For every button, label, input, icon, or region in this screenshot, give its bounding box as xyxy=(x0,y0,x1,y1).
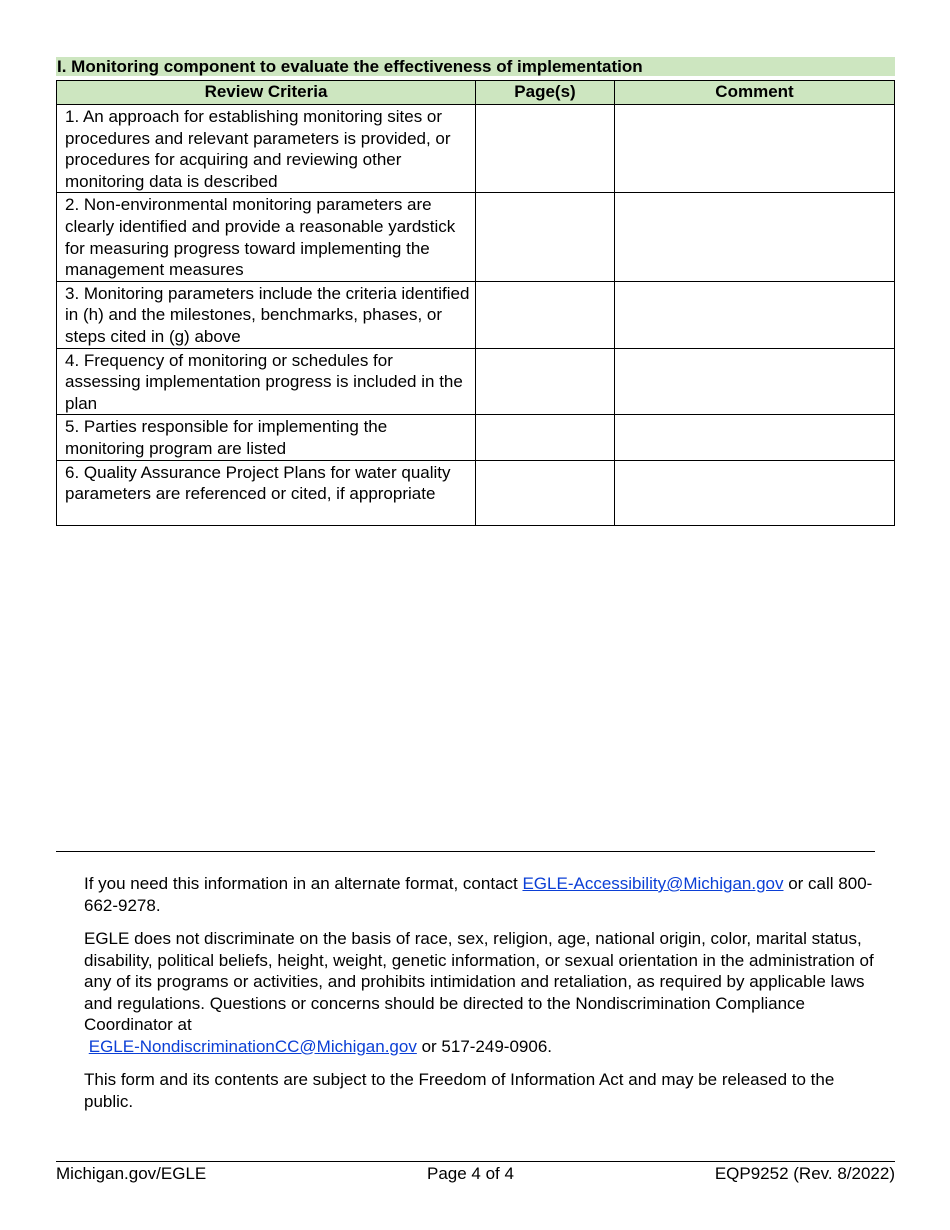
header-pages: Page(s) xyxy=(476,81,615,105)
pages-cell[interactable] xyxy=(476,415,615,460)
section-title: I. Monitoring component to evaluate the effectiveness of implementation xyxy=(56,57,895,76)
footer-form-number: EQP9252 (Rev. 8/2022) xyxy=(714,1164,895,1183)
nondiscrimination-suffix: or 517-249-0906. xyxy=(416,1036,552,1056)
table-row xyxy=(57,281,895,348)
nondiscrimination-paragraph xyxy=(84,928,884,1057)
criteria-cell: 1. An approach for establishing monitoring sites or procedures and relevant parameters is provided, or procedures for acquiring and reviewing other monitoring data is described xyxy=(57,105,476,193)
table-row xyxy=(57,415,895,460)
comment-cell[interactable] xyxy=(615,105,895,193)
comment-cell[interactable] xyxy=(615,193,895,281)
footer-page-number: Page 4 of 4 xyxy=(427,1164,514,1183)
footer-website: Michigan.gov/EGLE xyxy=(56,1164,207,1183)
alt-format-suffix: or call 800-662-9278. xyxy=(84,874,873,915)
comment-cell[interactable] xyxy=(615,460,895,525)
table-row xyxy=(57,193,895,281)
table-row xyxy=(57,348,895,415)
pages-cell[interactable] xyxy=(476,460,615,525)
pages-cell[interactable] xyxy=(476,105,615,193)
page-footer xyxy=(56,1163,895,1185)
pages-cell[interactable] xyxy=(476,281,615,348)
comment-cell[interactable] xyxy=(615,348,895,415)
footer-separator xyxy=(56,851,875,852)
comment-cell[interactable] xyxy=(615,415,895,460)
notice-block xyxy=(84,873,884,1124)
pages-cell[interactable] xyxy=(476,193,615,281)
criteria-cell: 3. Monitoring parameters include the criteria identified in (h) and the milestones, benchmarks, phases, or steps cited in (g) above xyxy=(57,281,476,348)
alt-format-prefix: If you need this information in an alternate format, contact xyxy=(84,874,523,893)
table-header-row xyxy=(57,81,895,105)
criteria-cell: 4. Frequency of monitoring or schedules for assessing implementation progress is included in the plan xyxy=(57,348,476,415)
nondiscrimination-text: EGLE does not discriminate on the basis of race, sex, religion, age, national origin, color, marital status, disability, political beliefs, height, weight, genetic information, or sexual orientation in the administration of any of its programs or activities, and prohibits intimidation and retaliation, as required by applicable laws and regulations. Questions or concerns should be directed to the Nondiscrimination Compliance Coordinator at xyxy=(84,929,874,1034)
header-comment: Comment xyxy=(615,81,895,105)
comment-cell[interactable] xyxy=(615,281,895,348)
table-row xyxy=(57,460,895,525)
table-row xyxy=(57,105,895,193)
review-criteria-table xyxy=(56,80,895,526)
criteria-cell: 2. Non-environmental monitoring parameters are clearly identified and provide a reasonable yardstick for measuring progress toward implementing the management measures xyxy=(57,193,476,281)
page-footer-rule xyxy=(56,1161,895,1162)
header-review-criteria: Review Criteria xyxy=(57,81,476,105)
foia-paragraph: This form and its contents are subject to the Freedom of Information Act and may be released to the public. xyxy=(84,1070,835,1111)
accessibility-email-link[interactable]: EGLE-Accessibility@Michigan.gov xyxy=(522,874,784,893)
criteria-cell: 5. Parties responsible for implementing the monitoring program are listed xyxy=(57,415,476,460)
alt-format-paragraph xyxy=(84,873,884,916)
nondiscrimination-email-link[interactable]: EGLE-NondiscriminationCC@Michigan.gov xyxy=(88,1036,417,1056)
pages-cell[interactable] xyxy=(476,348,615,415)
criteria-cell: 6. Quality Assurance Project Plans for water quality parameters are referenced or cited, if appropriate xyxy=(57,460,476,525)
